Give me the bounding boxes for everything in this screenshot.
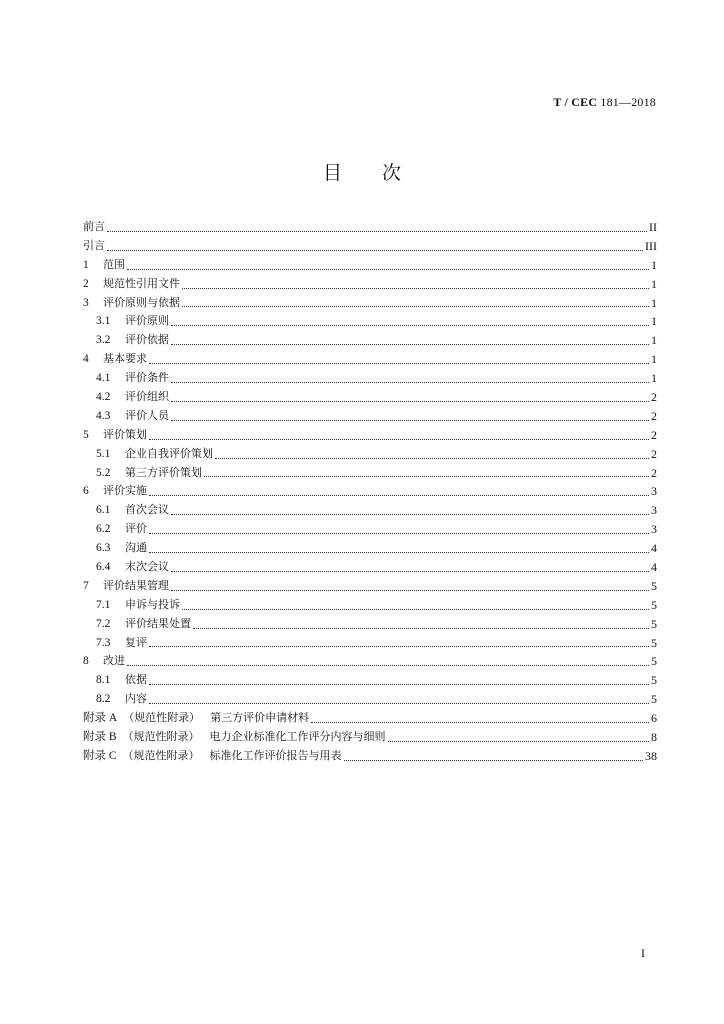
toc-entry-page: 5 [651,616,657,631]
toc-entry-page: III [645,238,657,253]
toc-entry[interactable] [83,690,657,709]
page-title-left: 目 [322,162,342,184]
toc-entry-label: 评价结果管理 [103,578,169,592]
toc-entry-number: 附录 C [83,749,117,762]
toc-entry-label: 第三方评价申请材料 [210,711,310,725]
toc-entry-number: 8.2 [96,693,111,706]
toc-entry[interactable] [83,312,657,331]
toc-entry-number: 4.1 [96,372,111,385]
toc-entry-number: 4.3 [96,409,111,422]
dot-leader [182,287,649,289]
toc-entry[interactable] [83,634,657,653]
toc-entry-label: 引言 [83,238,105,252]
toc-entry[interactable] [83,256,657,275]
toc-entry-label: 评价原则 [125,314,169,328]
toc-entry-number: 3.1 [96,315,111,328]
toc-entry[interactable] [83,482,657,501]
toc-entry-label: 第三方评价策划 [125,465,202,479]
toc-entry[interactable] [83,596,657,615]
toc-entry-label: 沟通 [125,541,147,555]
toc-entry-number: 6 [83,485,89,498]
toc-entry-number: 3.2 [96,334,111,347]
standard-code [553,95,656,110]
dot-leader [149,532,649,534]
toc-entry-annex-type: （规范性附录） [123,711,201,725]
dot-leader [171,419,649,421]
toc-entry-number: 7.3 [96,636,111,649]
dot-leader [171,400,649,402]
toc-entry-page: 1 [651,295,657,310]
dot-leader [182,608,649,610]
toc-entry-label: 评价条件 [125,371,169,385]
dot-leader [149,645,649,647]
toc-entry[interactable] [83,275,657,294]
toc-entry-page: 4 [651,560,657,575]
dot-leader [182,305,649,307]
dot-leader [344,759,643,761]
toc-entry-label: 标准化工作评价报告与用表 [209,748,342,762]
toc-entry[interactable] [83,445,657,464]
dot-leader [193,627,649,629]
toc-entry-number: 3 [83,296,89,309]
toc-entry-number: 5 [83,428,89,441]
toc-entry-page: II [649,219,657,234]
dot-leader [107,249,643,251]
toc-entry-label: 末次会议 [125,560,169,574]
toc-entry-label: 企业自我评价策划 [125,446,213,460]
dot-leader [149,702,649,704]
toc-entry[interactable] [83,747,657,766]
toc-entry-number: 6.4 [96,561,111,574]
toc-entry-page: 5 [651,578,657,593]
toc-entry-page: 6 [651,711,657,726]
toc-entry[interactable] [83,218,657,237]
toc-entry-number: 7.1 [96,598,111,611]
toc-entry-number: 6.3 [96,542,111,555]
toc-entry-number: 7.2 [96,617,111,630]
toc-entry-label: 评价 [125,522,147,536]
toc-entry[interactable] [83,331,657,350]
toc-entry-page: 1 [651,314,657,329]
toc-entry-page: 5 [651,654,657,669]
toc-entry-number: 8.1 [96,674,111,687]
toc-entry-label: 内容 [125,692,147,706]
dot-leader [171,513,649,515]
toc-entry-label: 复评 [125,635,147,649]
toc-entry-number: 7 [83,579,89,592]
toc-entry-annex-type: （规范性附录） [122,730,200,744]
dot-leader [127,268,649,270]
toc-entry[interactable] [83,407,657,426]
toc-entry-page: 5 [651,597,657,612]
toc-entry[interactable] [83,615,657,634]
toc-entry[interactable] [83,558,657,577]
toc-entry-page: 3 [651,503,657,518]
toc-entry[interactable] [83,501,657,520]
toc-entry-label: 评价人员 [125,408,169,422]
toc-entry[interactable] [83,237,657,256]
toc-entry-label: 评价结果处置 [125,616,191,630]
dot-leader [311,721,649,723]
toc-entry-page: 1 [651,276,657,291]
toc-entry-label: 申诉与投诉 [125,597,180,611]
toc-entry-number: 附录 A [83,712,118,725]
page-title-right: 次 [382,162,402,184]
toc-entry-label: 评价实施 [103,484,147,498]
toc-entry-number: 附录 B [83,731,117,744]
toc-entry[interactable] [83,652,657,671]
toc-entry[interactable] [83,709,657,728]
toc-entry-number: 2 [83,277,89,290]
dot-leader [149,362,649,364]
toc-entry-page: 8 [651,730,657,745]
page-title [0,158,724,185]
toc-entry-page: 2 [651,446,657,461]
toc-entry-label: 评价策划 [103,427,147,441]
toc-entry-number: 5.2 [96,466,111,479]
dot-leader [149,551,649,553]
toc-entry-page: 38 [645,748,657,763]
toc-entry-label: 改进 [103,654,125,668]
toc-entry-page: 1 [651,333,657,348]
toc-entry[interactable] [83,464,657,483]
toc-entry-page: 1 [651,371,657,386]
toc-entry-page: 2 [651,465,657,480]
toc-entry[interactable] [83,539,657,558]
dot-leader [171,381,649,383]
dot-leader [171,570,649,572]
dot-leader [171,324,649,326]
toc-entry[interactable] [83,520,657,539]
dot-leader [171,343,649,345]
dot-leader [204,475,649,477]
toc-entry-label: 规范性引用文件 [103,276,180,290]
toc-entry[interactable] [83,294,657,313]
toc-entry[interactable] [83,577,657,596]
toc-entry-page: 2 [651,427,657,442]
toc-entry-annex-type: （规范性附录） [122,748,200,762]
toc-entry-page: 1 [651,257,657,272]
toc-entry[interactable] [83,350,657,369]
toc-entry[interactable] [83,369,657,388]
dot-leader [127,664,649,666]
toc-entry-label: 评价组织 [125,390,169,403]
standard-prefix: T / CEC [553,95,598,109]
toc-entry-page: 1 [651,352,657,367]
table-of-contents [83,218,657,766]
toc-entry-page: 5 [651,635,657,650]
standard-number: 181—2018 [600,95,656,109]
dot-leader [149,494,649,496]
toc-entry-label: 范围 [103,257,125,271]
toc-entry[interactable] [83,728,657,747]
toc-entry[interactable] [83,671,657,690]
toc-entry-label: 基本要求 [103,352,147,366]
toc-entry-number: 6.2 [96,523,111,536]
toc-entry-page: 5 [651,692,657,707]
toc-entry-number: 5.1 [96,447,111,460]
footer-page-number: I [641,946,645,960]
toc-entry[interactable] [83,388,657,407]
dot-leader [149,438,649,440]
toc-entry-label: 首次会议 [125,503,169,517]
toc-entry-page: 4 [651,541,657,556]
dot-leader [171,589,649,591]
toc-entry-label: 依据 [125,673,147,687]
toc-entry-number: 4 [83,353,89,366]
toc-entry-page: 3 [651,484,657,499]
dot-leader [215,457,649,459]
dot-leader [149,683,649,685]
toc-entry-label: 前言 [83,219,105,233]
toc-entry-page: 2 [651,390,657,404]
toc-entry-page: 3 [651,522,657,537]
toc-entry-page: 5 [651,673,657,688]
toc-entry-page: 2 [651,408,657,423]
toc-entry-label: 电力企业标准化工作评分内容与细则 [209,730,386,744]
toc-entry-number: 4.2 [96,391,111,403]
toc-entry-number: 8 [83,655,89,668]
toc-entry-number: 1 [83,258,89,271]
toc-entry-label: 评价原则与依据 [103,295,180,309]
toc-entry-number: 6.1 [96,504,111,517]
toc-entry-label: 评价依据 [125,333,169,347]
dot-leader [107,230,647,232]
toc-entry[interactable] [83,426,657,445]
dot-leader [388,740,649,742]
